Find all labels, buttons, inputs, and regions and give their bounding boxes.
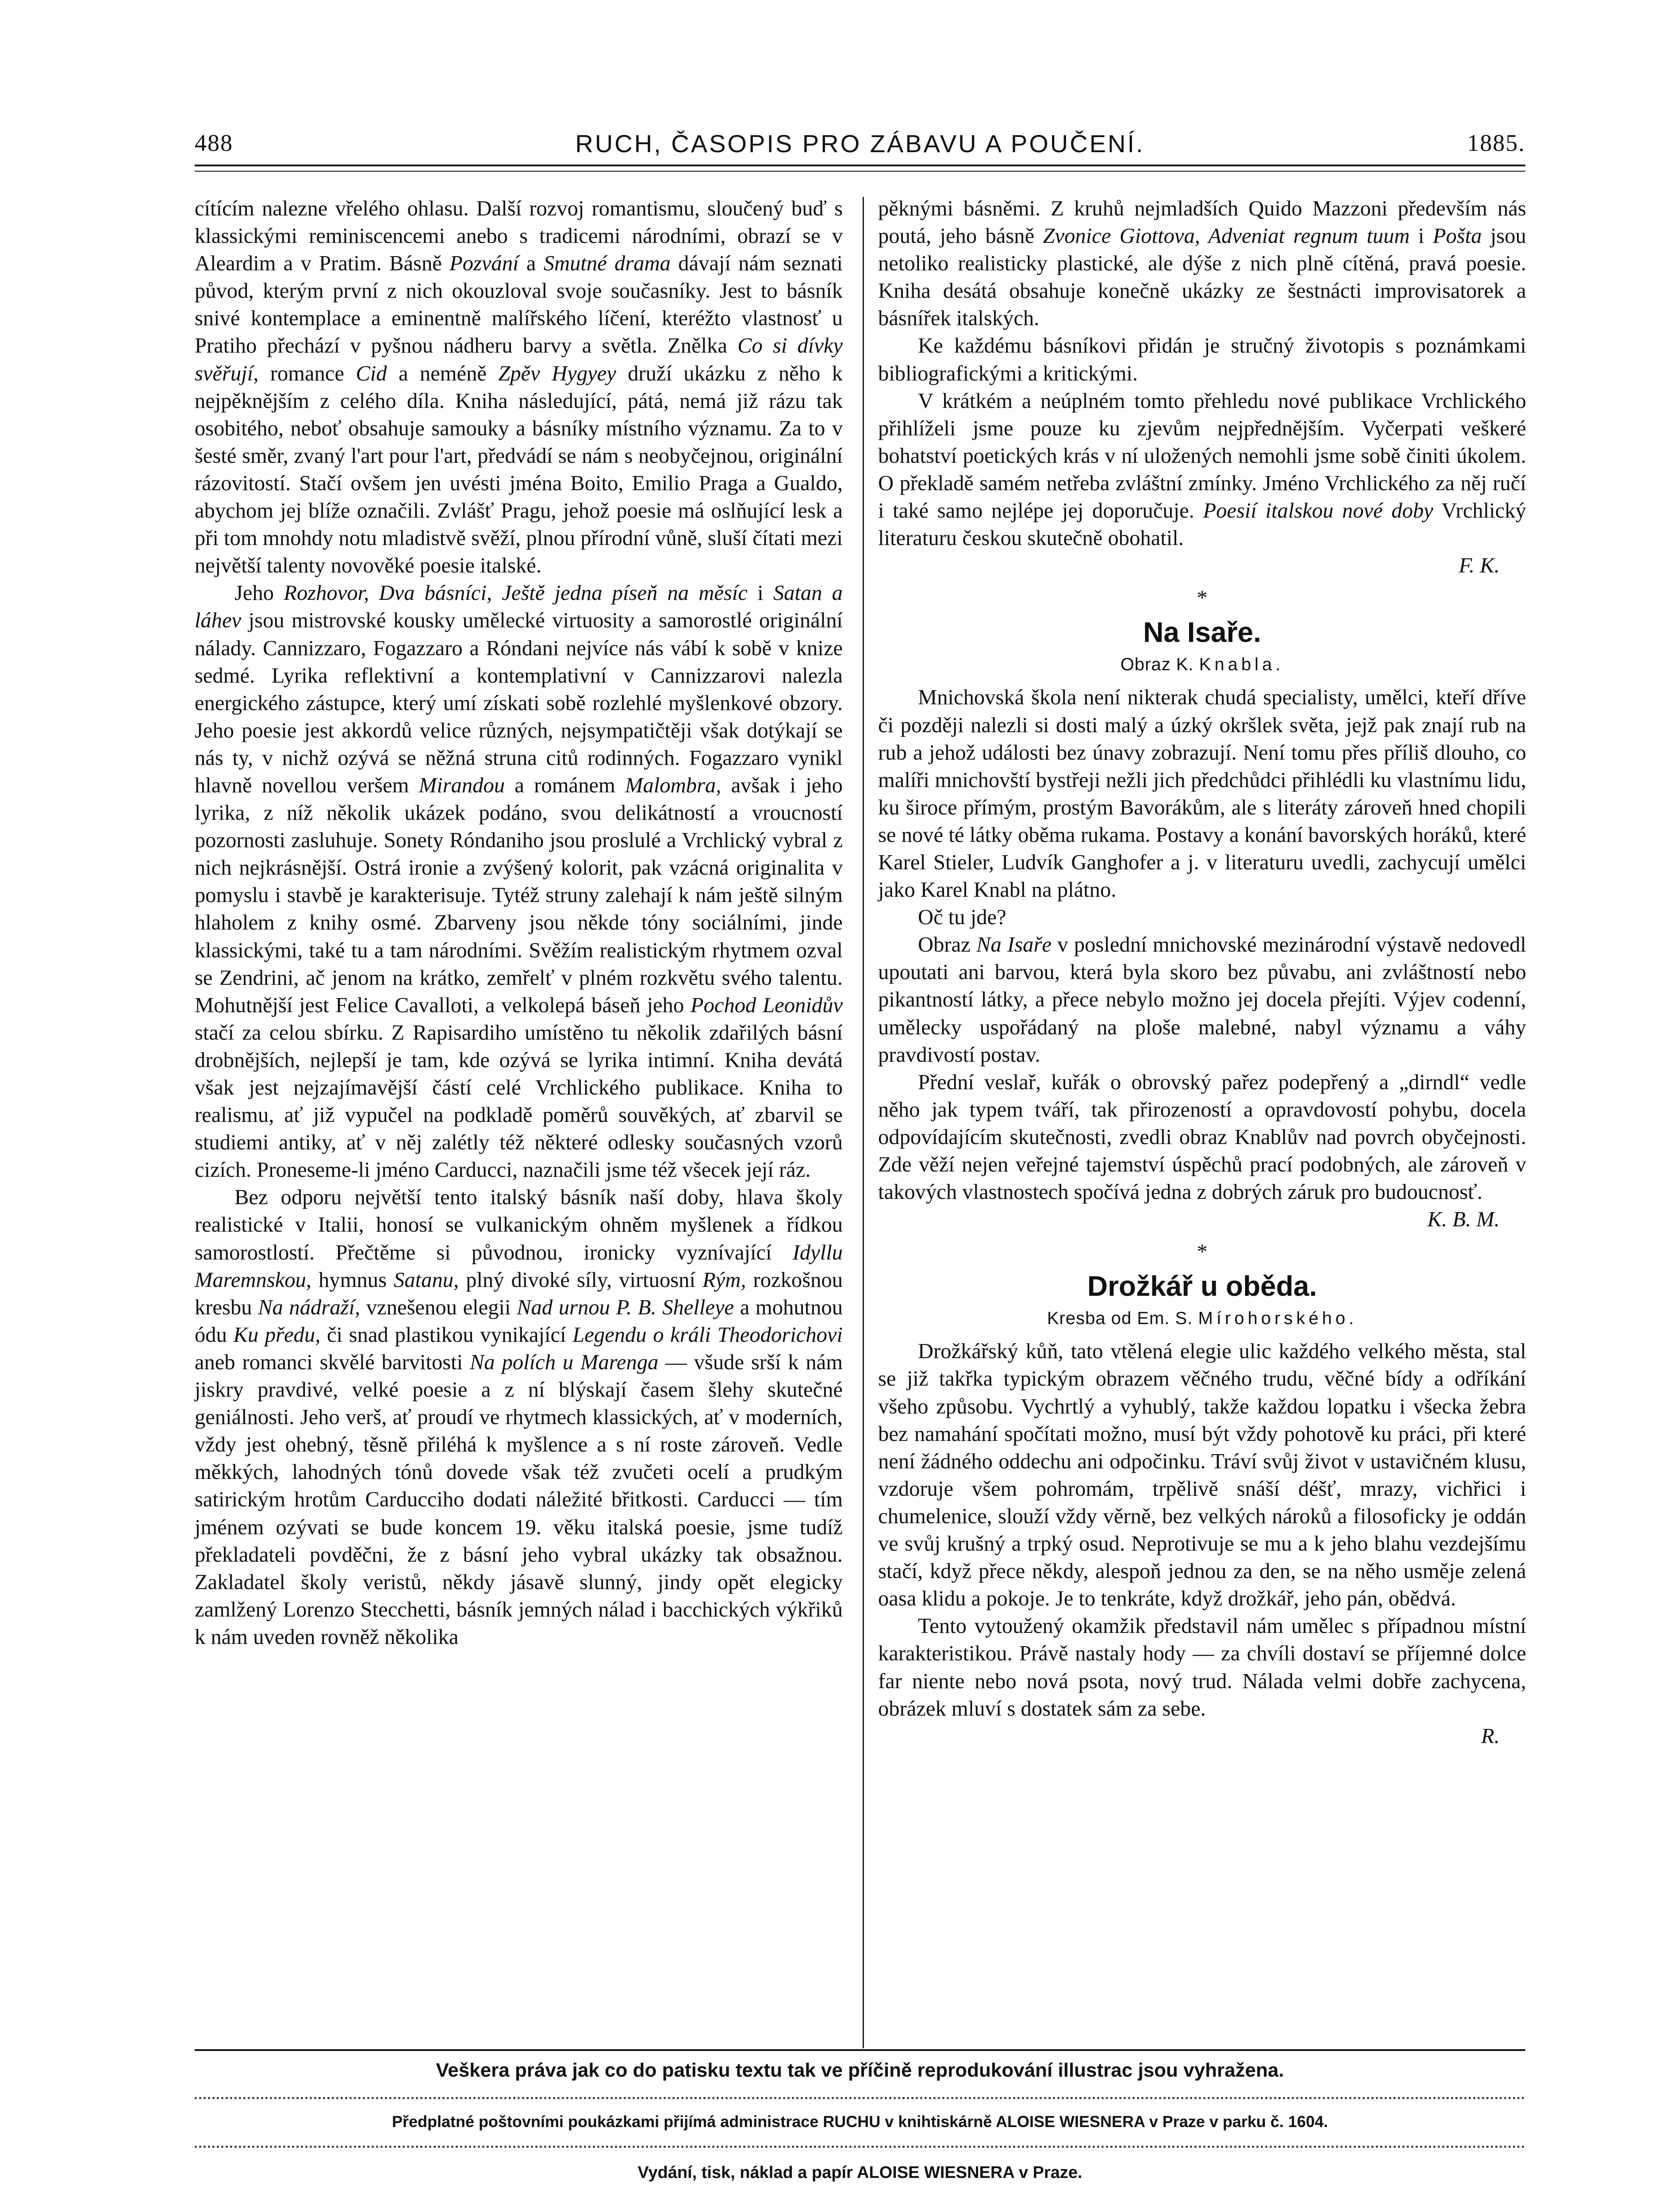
article-title: Na Isaře. [1143,616,1261,649]
section-separator: * [1197,586,1208,610]
header-rule-thin [195,171,1525,172]
paragraph: Obraz Na Isaře v poslední mnichovské mezinárodní výstavě nedovedl upoutati ani barvou, která byla skoro bez půvabu, ani zvláštností nebo pikantností látky, a přece nebylo možno jej docela přejíti. Výjev codenní, umělecky uspořádaný na ploše malebné, nabyl významu a váhy pravdivostí postav. [878,933,1527,1067]
page-number: 488 [195,130,233,156]
left-column [195,195,843,2031]
right-column [878,195,1526,2031]
journal-title: RUCH, ČASOPIS PRO ZÁBAVU A POUČENÍ. [575,130,1145,157]
publisher-notice: Vydání, tisk, náklad a papír ALOISE WIESNERA v Praze. [637,2163,1082,2182]
section-separator: * [1197,1240,1208,1264]
footer-dotted-rule [195,2097,1525,2099]
footer-rule [195,2049,1525,2051]
footer-dotted-rule [195,2146,1525,2148]
rights-notice: Veškera práva jak co do patisku textu tak ve příčině reprodukování illustrac jsou vyhražena. [436,2059,1284,2081]
paragraph: Přední veslař, kuřák o obrovský pařez podepřený a „dirndl“ vedle něho jak typem tváří, tak přirozeností a opravdovostí pohybu, docela odpovídajícím skutečnosti, zvedli obraz Knablův nad povrch obyčejnosti. Zde věží nejen veřejné tajemství úspěchů prací podobných, ale zároveň v takových vlastnostech spočívá jedna z dobrých záruk pro budoucnosť. [878,1070,1526,1204]
article-title: Drožkář u oběda. [1087,1270,1317,1302]
author-signature: K. B. M. [1427,1207,1500,1232]
paragraph: Bez odporu největší tento italský básník naší doby, hlava školy realistické v Italii, honosí se vulkanickým ohněm myšlenek a řídkou samorostlostí. Přečtěme si původnou, ironicky vyznívající Idyllu Maremnskou, hymnus Satanu, plný divoké síly, virtuosní Rým, rozkošnou kresbu Na nádraží, vznešenou elegii Nad urnou P. B. Shelleye a mohutnou ódu Ku předu, či snad plastikou vynikající Legendu o králi Theodorichovi aneb romanci skvělé barvitosti Na polích u Marenga — všude srší k nám jiskry pravdivé, velké poesie a z ní blýskají časem šlehy skutečné geniálnosti. Jeho verš, ať proudí ve rhytmech klassických, ať v moderních, vždy jest ohebný, těsně přiléhá k myšlence a s ní roste zároveň. Vedle měkkých, lahodných tónů dovede však též zvučeti ocelí a prudkým satirickým hrotům Carducciho dodati náležité břitkosti. Carducci — tím jménem ozývati se bude koncem 19. věku italská poesie, jsme tudíž překladateli povděčni, že z básní jeho vybral ukázky tak obsažnou. Zakladatel školy veristů, někdy jásavě slunný, jindy opět elegicky zamlžený Lorenzo Stecchetti, básník jemných nálad i bacchických výkřiků k nám uveden rovněž několika [195,1185,843,1649]
paragraph: pěknými básněmi. Z kruhů nejmladších Quido Mazzoni především nás poutá, jeho básně Zvonice Giottova, Adveniat regnum tuum i Pošta jsou netoliko realisticky plastické, ale dýše z nich plně cítěná, pravá poesie. Kniha desátá obsahuje konečně ukázky ze šestnácti improvisatorek a básnířek italských. [878,196,1526,330]
author-signature: R. [1481,1724,1500,1748]
article-subtitle: Obraz K. Knabla. [1120,655,1284,675]
subscription-notice: Předplatné poštovními poukázkami přijímá administrace RUCHU v knihtiskárně ALOISE WIESNERA v Praze v parku č. 1604. [392,2112,1328,2131]
paragraph: Mnichovská škola není nikterak chudá specialisty, umělci, kteří dříve či později nalezli si dosti malý a úzký okršlek světa, jejž pak znají rub na rub a jehož události bez únavy zobrazují. Není tomu přes příliš dlouho, co malíři mnichovští bystřeji nežli jich předchůdci přihlédli ku vlastnímu lidu, ku široce přímým, prostým Bavorákům, ale s literáty zároveň hned chopili se nové té látky oběma rukama. Postavy a konání bavorských horáků, které Karel Stieler, Ludvík Ganghofer a j. v literaturu uvedli, zachycují umělci jako Karel Knabl na plátno. [878,685,1526,902]
paragraph: Jeho Rozhovor, Dva básníci, Ještě jedna píseň na měsíc i Satan a láhev jsou mistrovské kousky umělecké virtuosity a samorostlé originální nálady. Cannizzaro, Fogazzaro a Róndani nejvíce nás vábí k sobě v knize sedmé. Lyrika reflektivní a kontemplativní v Cannizzarovi nalezla energického zástupce, který umí získati sobě rozlehlé myšlenkové obzory. Jeho poesie jest akkordů velice různých, nejsympatičtěji však dotýkají se nás ty, v nichž ozývá se něžná struna citů rodinných. Fogazzaro vynikl hlavně novellou veršem Mirandou a románem Malombra, avšak i jeho lyrika, z níž několik ukázek podáno, svou delikátností a vroucností pozornosti zasluhuje. Sonety Róndaniho jsou proslulé a Vrchlický vybral z nich nejkrásnější. Ostrá ironie a zvýšený kolorit, pak vzácná originalita v pomyslu i stavbě je karakterisuje. Tytéž struny zalehají k nám ještě silným hlaholem z knihy osmé. Zbarveny jsou někde tóny sociálními, jinde klassickými, také tu a tam národními. Svěžím realistickým rhytmem ozval se Zendrini, ač jenom na krátko, zemřelť v plném rozkvětu svého talentu. Mohutnější jest Felice Cavalloti, a velkolepá báseň jeho Pochod Leonidův stačí za celou sbírku. Z Rapisardiho umístěno tu několik zdařilých básní drobnějších, nejlepší je tam, kde ozývá se lyrika intimní. Kniha devátá však jest nejzajímavější částí celé Vrchlického publikace. Kniha to realismu, ať již vypučel na podkladě poměrů souvěkých, ať zbarvil se studiemi antiky, ať v něj zalétly též některé odlesky současných vzorů cizích. Proneseme-li jméno Carducci, naznačili jsme též všecek její ráz. [195,581,843,1182]
paragraph: cítícím nalezne vřelého ohlasu. Další rozvoj romantismu, sloučený buď s klassickými reminiscencemi anebo s tradicemi národními, obrazí se v Aleardim a v Pratim. Básně Pozvání a Smutné drama dávají nám seznati původ, kterým první z nich okouzloval svoje současníky. Jest to básník snivé kontemplace a eminentně malířského líčení, kteréžto vlastnosť u Pratiho přechází v pyšnou nádheru barvy a světla. Znělka Co si dívky svěřují, romance Cid a neméně Zpěv Hygyey druží ukázku z něho k nejpěknějším z celého díla. Kniha následující, pátá, nemá již rázu tak osobitého, neboť obsahuje samouky a básníky místního významu. Za to v šesté směr, zvaný l'art pour l'art, předvádí se nám s neobyčejnou, originální rázovitostí. Stačí ovšem jen uvésti jména Boito, Emilio Praga a Gualdo, abychom jej blíže označili. Zvlášť Pragu, jehož poesie má oslňující lesk a při tom mnohdy notu mladistvě svěží, plnou přírodní vůně, sluší čítati mezi největší talenty novověké poesie italské. [195,196,843,578]
paragraph: Drožkářský kůň, tato vtělená elegie ulic každého velkého města, stal se již takřka typickým obrazem věčného trudu, věčné bídy a odříkání všeho způsobu. Vychrtlý a vyhublý, takže každou lopatku i všecka žebra bez namahání spočítati možno, musí být vždy pohotově ku práci, při které není žádného oddechu ani odpočinku. Tráví svůj život v ustavičném klusu, vzdoruje všem pohromám, trpělivě snáší déšť, mrazy, vichřici i chumelenice, slouží vždy věrně, bez velkých nároků a filosoficky je oddán ve svůj krušný a trpký osud. Neprotivuje se mu a k jeho blahu vezdejšímu stačí, když přece někdy, alespoň jednou za den, se na něho usměje zelená oasa klidu a pokoje. Je to tenkráte, když drožkář, jeho pán, obědvá. [878,1339,1526,1611]
author-signature: F. K. [1458,553,1500,578]
header-rule [195,165,1525,166]
paragraph: Oč tu jde? [918,905,1006,929]
paragraph: V krátkém a neúplném tomto přehledu nové publikace Vrchlického přihlíželi jsme pouze ku zjevům nejpřednějším. Vyčerpati veškeré bohatství poetických krás v ní uložených nemohli jsme sobě činiti úkolem. O překladě samém netřeba zvláštní zmínky. Jméno Vrchlického za něj ručí i také samo nejlépe jej doporučuje. Poesií italskou nové doby Vrchlický literaturu českou skutečně obohatil. [878,388,1526,550]
page-header [195,125,1525,160]
publication-year: 1885. [1467,130,1525,156]
article-subtitle: Kresba od Em. S. Mírohorského. [1047,1309,1358,1329]
paragraph: Ke každému básníkovi přidán je stručný životopis s poznámkami bibliografickými a kritickými. [878,334,1526,385]
column-divider [863,197,864,2048]
paragraph: Tento vytoužený okamžik představil nám umělec s případnou místní karakteristikou. Právě nastaly hody — za chvíli dostaví se příjemné dolce far niente nebo nová psota, nový trud. Nálada velmi dobře zachycena, obrázek mluví s dostatek sám za sebe. [878,1614,1526,1720]
